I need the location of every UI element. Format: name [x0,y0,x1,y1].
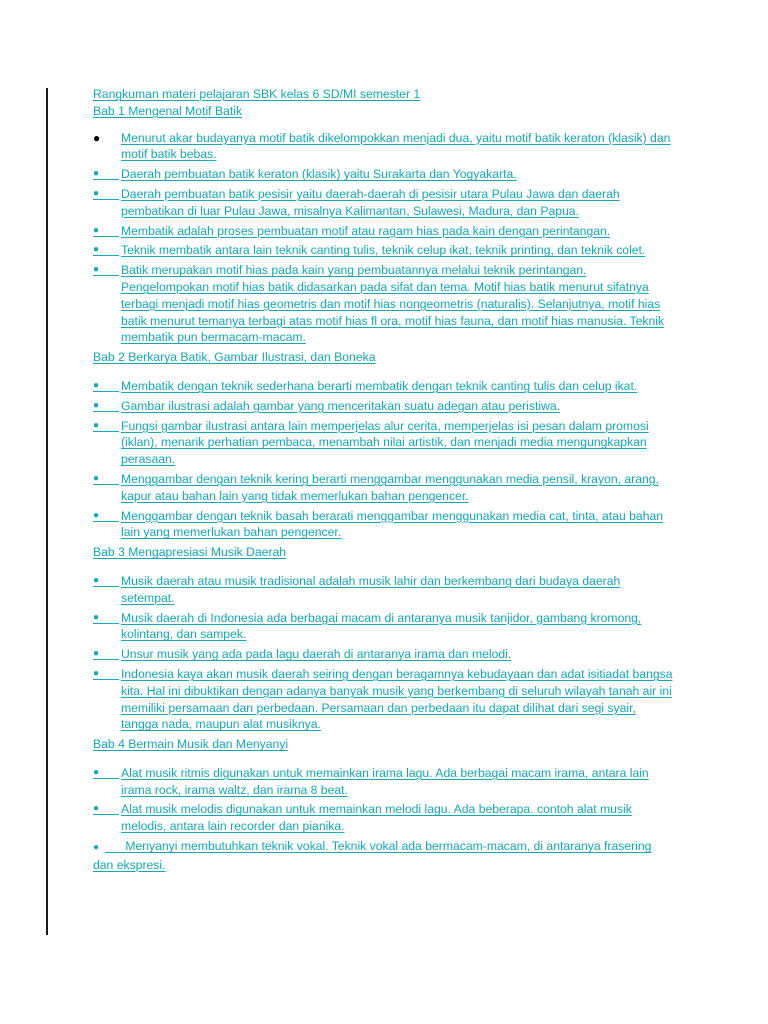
bullet-icon: ● [93,168,100,180]
list-item: ● Menggambar dengan teknik kering berarti menggambar menggunakan media pensil, krayon, arang, kapur atau bahan lain yang tidak memerlukan bahan pengencer. [93,471,659,503]
bullet-icon: ● [93,803,100,815]
section-1 [93,103,673,346]
bullet-icon: ● [93,130,101,145]
bullet-icon: ● [93,379,100,391]
list-item: ● Gambar ilustrasi adalah gambar yang menceritakan suatu adegan atau peristiwa. [93,398,560,413]
bullet-icon: ● [93,244,100,256]
list-item: ● Alat musik melodis digunakan untuk memainkan melodi lagu. Ada beberapa. contoh alat musik melodis, antara lain recorder dan pianika. [93,802,632,834]
list-item: ● Menurut akar budayanya motif batik dikelompokkan menjadi dua, yaitu motif batik keraton (klasik) dan motif batik bebas. [93,130,671,162]
list-item: ● Musik daerah atau musik tradisional adalah musik lahir dan berkembang dari budaya daerah setempat. [93,573,621,605]
bullet-icon: ● [93,472,100,484]
bullet-icon: ● [93,648,100,660]
bullet-list [93,573,673,733]
list-item: ● Fungsi gambar ilustrasi antara lain memperjelas alur cerita, memperjelas isi pesan dalam promosi (iklan), menarik perhatian pembaca, menambah nilai artistik, dan menjadi media mengungkapkan perasaan. [93,418,649,467]
section-4 [93,736,673,874]
bullet-list [93,378,673,541]
bullet-icon: ● [93,611,100,623]
list-item: ● Membatik adalah proses pembuatan motif atau ragam hias pada kain dengan perintangan. [93,223,611,238]
section-2 [93,349,673,541]
list-item: ● Teknik membatik antara lain teknik canting tulis, teknik celup ikat, teknik printing, dan teknik colet. [93,243,646,258]
document-body [93,86,673,877]
list-item: ● Unsur musik yang ada pada lagu daerah di antaranya irama dan melodi. [93,647,512,662]
bullet-icon: ● [93,509,100,521]
list-item: ● Membatik dengan teknik sederhana berarti membatik dengan teknik canting tulis dan celup ikat. [93,378,638,393]
bullet-icon: ● [93,667,100,679]
section-3 [93,544,673,733]
bullet-icon: ● [93,766,100,778]
bullet-list [93,130,673,347]
bullet-icon: ● [93,399,100,411]
list-item: ● Menyanyi membutuhkan teknik vokal. Teknik vokal ada bermacam-macam, di antaranya frasering dan ekspresi. [93,839,652,872]
list-item: ● Daerah pembuatan batik pesisir yaitu daerah-daerah di pesisir utara Pulau Jawa dan daerah pembatikan di luar Pulau Jawa, misalnya Kalimantan, Sulawesi, Madura, dan Papua. [93,186,620,218]
list-item: ● Alat musik ritmis digunakan untuk memainkan irama lagu. Ada berbagai macam irama, antara lain irama rock, irama waltz, dan irama 8 beat. [93,765,649,797]
section-heading: Bab 1 Mengenal Motif Batik [93,103,243,118]
bullet-icon: ● [93,224,100,236]
list-item: ● Batik merupakan motif hias pada kain yang pembuatannya melalui teknik perintangan. Pengelompokan motif hias batik didasarkan pada sifat dan tema. Motif hias batik menurut sifatnya terbagi menjadi motif hias geometris dan motif hias nongeometris (naturalis). Selanjutnya, motif hias batik menurut temanya terbagi atas motif hias fl ora, motif hias fauna, dan motif hias manusia. Teknik membatik pun bermacam-macam. [93,263,665,345]
section-heading: Bab 4 Bermain Musik dan Menyanyi [93,737,289,752]
bullet-icon: ● [93,264,100,276]
bullet-list [93,765,673,874]
bullet-icon: ● [93,574,100,586]
bullet-icon: ● [93,419,100,431]
bullet-icon: ● [93,187,100,199]
list-item: ● Indonesia kaya akan musik daerah seiring dengan beragamnya kebudayaan dan adat isitiadat bangsa kita. Hal ini dibuktikan dengan adanya banyak musik yang berkembang di seluruh wilayah tanah air ini memiliki persamaan dan perbedaan. Persamaan dan perbedaan itu dapat dilihat dari segi syair, tangga nada, maupun alat musiknya. [93,666,673,732]
bullet-icon: ● [93,842,100,854]
list-item: ● Musik daerah di Indonesia ada berbagai macam di antaranya musik tanjidor, gambang kromong, kolintang, dan sampek. [93,610,642,642]
section-heading: Bab 2 Berkarya Batik, Gambar Ilustrasi, dan Boneka [93,350,376,365]
section-heading: Bab 3 Mengapresiasi Musik Daerah [93,545,287,560]
list-item: ● Daerah pembuatan batik keraton (klasik) yaitu Surakarta dan Yogyakarta. [93,167,517,182]
list-item: ● Menggambar dengan teknik basah berarati menggambar menggunakan media cat, tinta, atau bahan lain yang memerlukan bahan pengencer. [93,508,664,540]
document-title: Rangkuman materi pelajaran SBK kelas 6 SD/MI semester 1 [93,87,421,101]
margin-line [46,88,48,935]
